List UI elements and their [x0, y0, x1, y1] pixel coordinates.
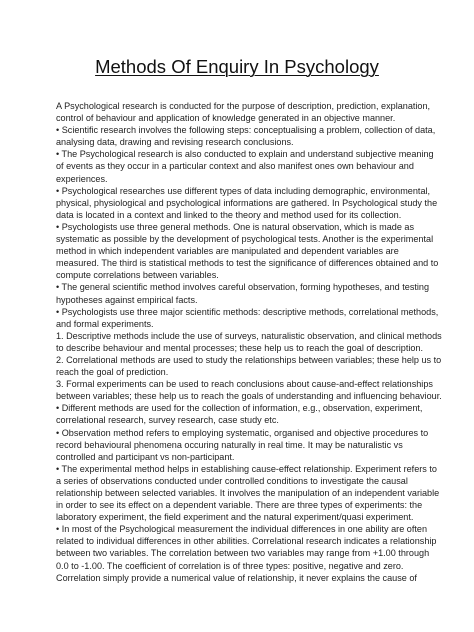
text-line: • Different methods are used for the collection of information, e.g., observation, experiment,: [56, 403, 423, 414]
text-line: 1. Descriptive methods include the use of surveys, naturalistic observation, and clinical methods: [56, 330, 442, 341]
text-line: A Psychological research is conducted for the purpose of description, prediction, explanation,: [56, 101, 431, 111]
text-line: • Psychologists use three major scientific methods: descriptive methods, correlational methods,: [56, 306, 439, 317]
text-line: record behavioural phenomena occuring naturally in real time. It may be naturalistic vs: [56, 439, 403, 450]
text-line: • Psychologists use three general methods. One is natural observation, which is made as: [56, 221, 415, 232]
text-line: physical, physiological and psychological informations are gathered. In Psychological study the: [56, 197, 438, 208]
text-line: controlled and participant vs non-participant.: [56, 451, 235, 462]
text-line: • Psychological researches use different types of data including demographic, environmental,: [56, 185, 431, 196]
text-line: 2. Correlational methods are used to study the relationships between variables; these help us to: [56, 354, 442, 365]
text-line: control of behaviour and application of knowledge generated in an objective manner.: [56, 113, 396, 124]
text-line: compute correlations between variables.: [56, 270, 219, 281]
text-line: related to individual differences in other abilities. Correlational research indicates a relationship: [56, 536, 437, 547]
text-line: experiences.: [56, 173, 108, 184]
text-line: • The experimental method helps in establishing cause-effect relationship. Experiment refers to: [56, 463, 437, 474]
document-body: [56, 100, 442, 584]
text-line: Correlation simply provide a numerical value of relationship, it never explains the cause of: [56, 572, 417, 583]
text-line: method in which independent variables are manipulated and dependent variables are: [56, 246, 399, 257]
text-line: 3. Formal experiments can be used to reach conclusions about cause-and-effect relationships: [56, 379, 433, 390]
text-line: laboratory experiment, the field experiment and the natural experiment/quasi experiment.: [56, 512, 414, 523]
text-line: reach the goal of prediction.: [56, 367, 169, 378]
text-line: a series of observations conducted under controlled conditions to investigate the causal: [56, 475, 408, 486]
text-line: hypotheses against empirical facts.: [56, 294, 198, 305]
text-line: • Observation method refers to employing systematic, organised and objective procedures to: [56, 427, 429, 438]
text-line: relationship between selected variables. It involves the manipulation of an independent variable: [56, 488, 440, 498]
document-title: Methods Of Enquiry In Psychology: [95, 56, 379, 77]
text-line: • In most of the Psychological measurement the individual differences in one ability are often: [56, 524, 428, 535]
text-line: • The Psychological research is also conducted to explain and understand subjective meaning: [56, 149, 434, 160]
text-line: correlational research, survey research, case study etc.: [56, 415, 279, 426]
text-line: to describe behaviour and mental processes; these help us to reach the goal of description.: [56, 342, 424, 353]
text-line: of events as they occur in a particular context and also manifest ones own behaviour and: [56, 161, 414, 172]
text-line: • The general scientific method involves careful observation, forming hypotheses, and testing: [56, 282, 430, 293]
text-line: in order to see its effect on a dependent variable. There are three types of experiments: the: [56, 500, 423, 511]
text-line: between two variables. The correlation between two variables may range from +1.00 through: [56, 548, 430, 559]
text-line: and formal experiments.: [56, 318, 154, 329]
text-line: analysing data, drawing and revising research conclusions.: [56, 137, 294, 148]
text-line: data is located in a context and linked to the theory and method used for its collection.: [56, 209, 402, 220]
text-line: • Scientific research involves the following steps: conceptualising a problem, collection of data,: [56, 125, 436, 136]
text-line: systematic as possible by the development of psychological tests. Another is the experimental: [56, 234, 434, 245]
text-line: between variables; these help us to reach the goals of understanding and influencing behaviour.: [56, 391, 442, 402]
text-line: 0.0 to -1.00. The coefficient of correlation is of three types: positive, negative and zero.: [56, 560, 404, 571]
text-line: measured. The third is statistical methods to test the significance of differences obtained and to: [56, 258, 439, 269]
